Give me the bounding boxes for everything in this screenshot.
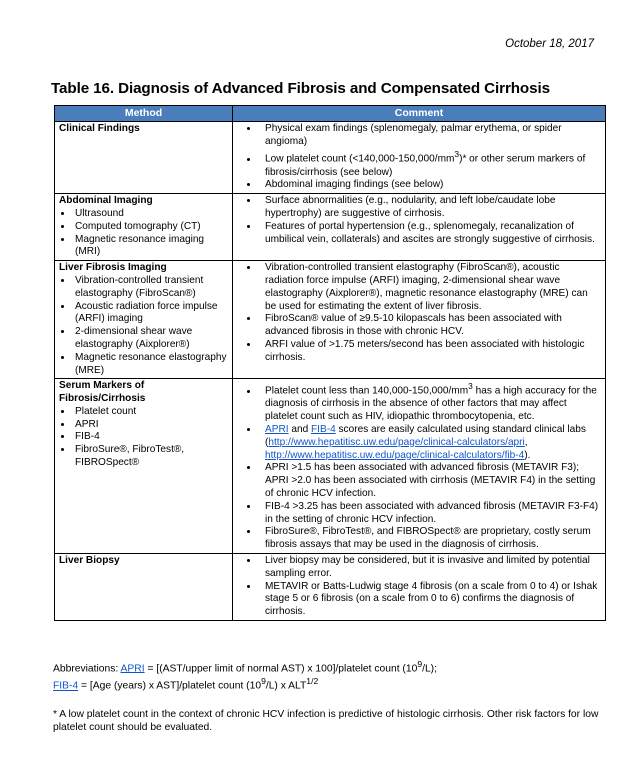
method-title: Clinical Findings	[59, 122, 140, 134]
comment-item: • Vibration-controlled transient elastography (FibroScan®), acoustic radiation force impulse (ARFI) imaging, 2-dimensional shear wave elastography (Aixplorer®), magnetic resonance elastography (MRE) can be used for estimating the extent of liver fibrosis.	[259, 262, 601, 313]
method-cell	[55, 261, 233, 379]
method-item: • Vibration-controlled transient elastography (FibroScan®)	[73, 275, 228, 301]
method-title: Liver Biopsy	[59, 555, 120, 567]
document-date: October 18, 2017	[505, 38, 594, 50]
comment-item: • Abdominal imaging findings (see below)	[259, 179, 601, 192]
method-cell	[55, 194, 233, 261]
comment-item: • Surface abnormalities (e.g., nodularity, and left lobe/caudate lobe hypertrophy) are suggestive of cirrhosis.	[259, 195, 601, 221]
abbreviation-apri: Abbreviations: APRI = [(AST/upper limit of normal AST) x 100]/platelet count $(10^9/L)$;	[53, 659, 437, 675]
comment-item: • Platelet count less than $140,000-150,000/mm^3$ has a high accuracy for the diagnosis of cirrhosis in the absence of other factors that may affect platelet count such as HIV, idiopathic thrombocytopenia, etc.	[259, 380, 601, 424]
comment-item: • Liver biopsy may be considered, but it is invasive and limited by potential sampling error.	[259, 555, 601, 581]
comment-cell	[233, 261, 606, 379]
comment-list	[237, 195, 601, 246]
method-item: • 2-dimensional shear wave elastography (Aixplorer®)	[73, 326, 228, 352]
method-list	[59, 406, 228, 470]
method-item: • FIB-4	[73, 431, 228, 444]
fib4-calculator-link[interactable]: http://www.hepatitisc.uw.edu/page/clinical-calculators/fib-4	[265, 449, 525, 461]
diagnosis-table	[54, 105, 606, 621]
comment-item: • APRI and FIB-4 scores are easily calculated using standard clinical labs (http://www.hepatitisc.uw.edu/page/clinical-calculators/apri, http://www.hepatitisc.uw.edu/page/clinical-calculators/fib-4).	[259, 424, 601, 462]
comment-cell	[233, 194, 606, 261]
method-item: • Magnetic resonance imaging (MRI)	[73, 234, 228, 260]
header-comment: Comment	[233, 106, 606, 122]
comment-item: • APRI >1.5 has been associated with advanced fibrosis (METAVIR F3); APRI >2.0 has been associated with cirrhosis (METAVIR F4) in the setting of chronic HCV infection.	[259, 462, 601, 500]
comment-item: • Physical exam findings (splenomegaly, palmar erythema, or spider angioma)	[259, 123, 601, 149]
fib4-abbr-link[interactable]: FIB-4	[53, 680, 79, 692]
comment-item: • Features of portal hypertension (e.g., splenomegaly, recanalization of umbilical vein, collaterals) and ascites are strongly suggestive of cirrhosis.	[259, 221, 601, 247]
method-list	[59, 208, 228, 259]
table-row-liver-biopsy	[55, 554, 606, 621]
table-row-serum-markers	[55, 379, 606, 554]
comment-cell	[233, 379, 606, 554]
comment-list	[237, 555, 601, 619]
method-item: • Platelet count	[73, 406, 228, 419]
table-title: Table 16. Diagnosis of Advanced Fibrosis and Compensated Cirrhosis	[51, 80, 550, 97]
table-row-clinical-findings	[55, 121, 606, 193]
apri-calculator-link[interactable]: http://www.hepatitisc.uw.edu/page/clinical-calculators/apri	[268, 436, 525, 448]
comment-item: • ARFI value of >1.75 meters/second has been associated with histologic cirrhosis.	[259, 339, 601, 365]
method-item: • Magnetic resonance elastography (MRE)	[73, 352, 228, 378]
method-cell	[55, 379, 233, 554]
comment-cell	[233, 121, 606, 193]
comment-list	[237, 380, 601, 552]
table-row-abdominal-imaging	[55, 194, 606, 261]
apri-abbr-link[interactable]: APRI	[120, 663, 145, 675]
footnote: * A low platelet count in the context of chronic HCV infection is predictive of histologic cirrhosis. Other risk factors for low platelet count should be evaluated.	[53, 709, 599, 733]
method-list	[59, 275, 228, 377]
method-item: • FibroSure®, FibroTest®, FIBROSpect®	[73, 444, 228, 470]
method-cell	[55, 121, 233, 193]
table-row-liver-fibrosis-imaging	[55, 261, 606, 379]
method-item: • APRI	[73, 419, 228, 432]
comment-item: • METAVIR or Batts-Ludwig stage 4 fibrosis (on a scale from 0 to 4) or Ishak stage 5 or 6 fibrosis (on a scale from 0 to 6) confirms the diagnosis of cirrhosis.	[259, 581, 601, 619]
method-item: • Acoustic radiation force impulse (ARFI) imaging	[73, 301, 228, 327]
comment-cell	[233, 554, 606, 621]
apri-link[interactable]: APRI	[265, 424, 289, 436]
abbreviation-fib4: FIB-4 = [Age (years) x AST]/platelet count $(10^9/L)$ x $ALT^{1/2}$	[53, 676, 319, 692]
abbreviations	[53, 658, 437, 693]
method-cell	[55, 554, 233, 621]
comment-item: • Low platelet count $(<140,000-150,000/mm^3)*$ or other serum markers of fibrosis/cirrhosis (see below)	[259, 148, 601, 179]
method-title: Serum Markers of Fibrosis/Cirrhosis	[59, 380, 146, 405]
comment-list	[237, 123, 601, 192]
method-item: • Ultrasound	[73, 208, 228, 221]
comment-item: • FIB-4 >3.25 has been associated with advanced fibrosis (METAVIR F3-F4) in the setting of chronic HCV infection.	[259, 501, 601, 527]
method-item: • Computed tomography (CT)	[73, 221, 228, 234]
fib4-link[interactable]: FIB-4	[311, 424, 336, 436]
method-title: Abdominal Imaging	[59, 195, 153, 207]
header-method: Method	[55, 106, 233, 122]
comment-list	[237, 262, 601, 364]
comment-item: • FibroScan® value of ≥9.5-10 kilopascals has been associated with advanced fibrosis in those with chronic HCV.	[259, 313, 601, 339]
comment-item: • FibroSure®, FibroTest®, and FIBROSpect® are proprietary, costly serum fibrosis assays that may be used in the diagnosis of cirrhosis.	[259, 526, 601, 552]
method-title: Liver Fibrosis Imaging	[59, 262, 167, 274]
table-header-row	[55, 106, 606, 122]
